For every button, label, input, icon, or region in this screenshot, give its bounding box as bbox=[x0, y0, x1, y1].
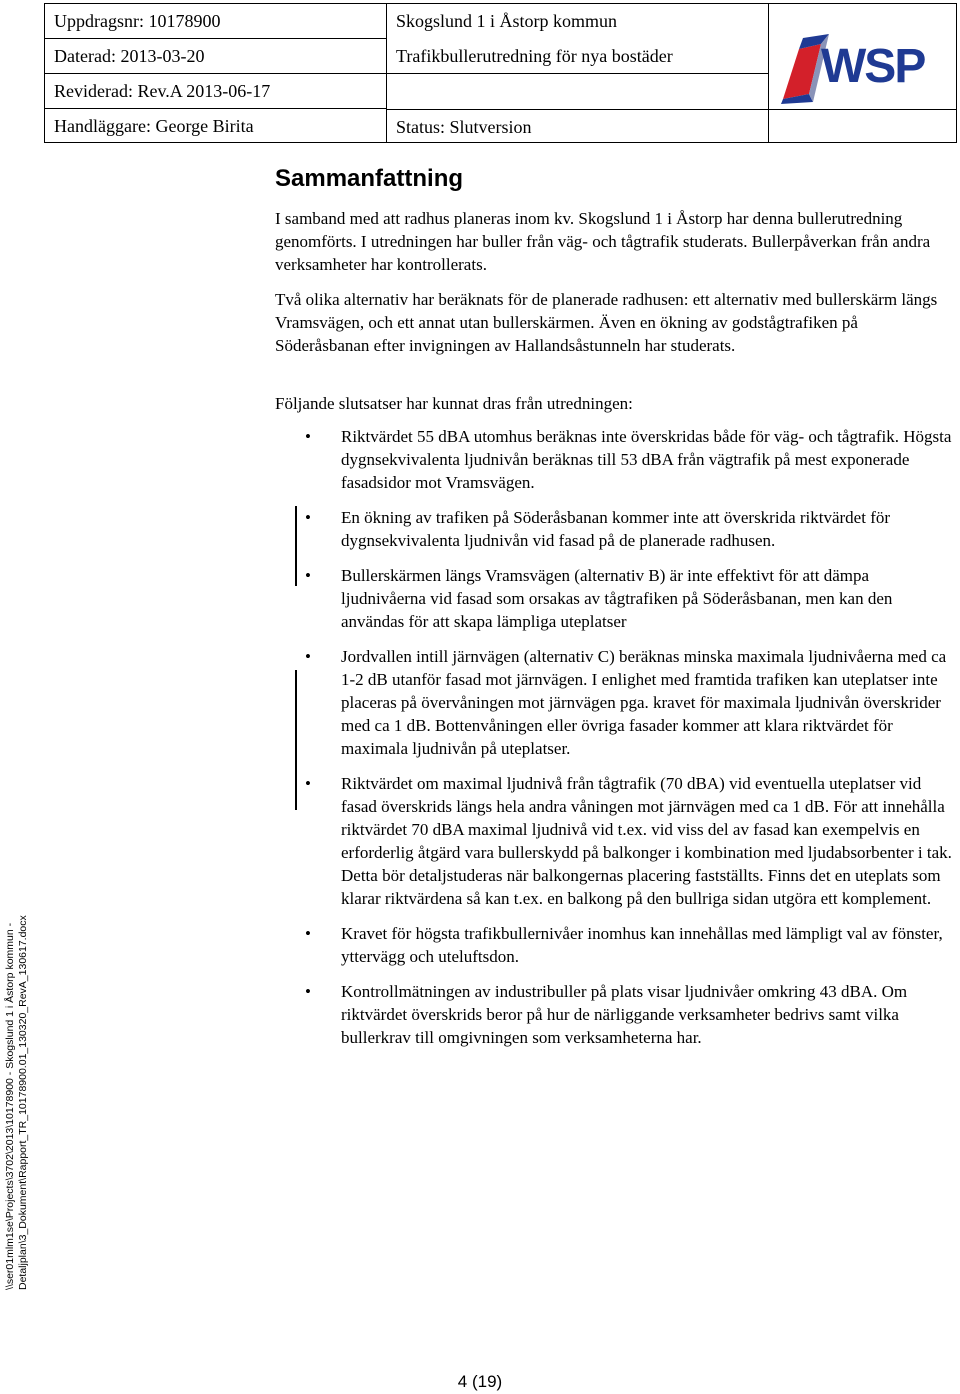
bullet-icon: • bbox=[305, 566, 311, 585]
project-name: Skogslund 1 i Åstorp kommun bbox=[396, 11, 618, 31]
list-item bbox=[305, 980, 953, 1049]
conclusions-list bbox=[305, 425, 953, 1061]
list-item bbox=[305, 645, 953, 760]
document-header bbox=[44, 3, 957, 143]
bullet-icon: • bbox=[305, 647, 311, 666]
revision-bar bbox=[295, 506, 297, 586]
list-item bbox=[305, 772, 953, 910]
page-number: 4 (19) bbox=[457, 1372, 503, 1391]
section-title: Sammanfattning bbox=[275, 165, 464, 192]
bullet-icon: • bbox=[305, 924, 311, 943]
list-item-text: Riktvärdet om maximal ljudnivå från tågtrafik (70 dBA) vid eventuella uteplatser vid fasad överskrids längs hela andra våningen mot järnvägen med ca 1 dB. För att innehålla riktvärdet 70 dBA maximal ljudnivå vid t.ex. vid viss del av fasad kan exempelvis en erforderlig åtgärd vara bullerskydd på balkonger i kombination med ljudabsorbenter i tak. Detta bör detaljstuderas när balkongernas placering fastställts. Finns det en uteplats som klarar riktvärdena så kan t.ex. en balkong på den bullriga sidan utgöra ett komplement. bbox=[341, 774, 952, 908]
list-item-text: Kontrollmätningen av industribuller på plats visar ljudnivåer omkring 43 dBA. Om riktvärdet överskrids beror på hur de närliggande verksamheter bedrivs samt vilka bullerkrav till omgivningen som verksamheterna har. bbox=[341, 982, 908, 1047]
list-item-text: En ökning av trafiken på Söderåsbanan kommer inte att överskrida riktvärdet för dygnsekvivalenta ljudnivån vid fasad på de planerade radhusen. bbox=[341, 508, 891, 550]
list-item-text: Kravet för högsta trafikbullernivåer inomhus kan innehållas med lämpligt val av fönster, yttervägg och uteluftsdon. bbox=[341, 924, 943, 966]
assignment-number: Uppdragsnr: 10178900 bbox=[45, 4, 386, 39]
list-item bbox=[305, 564, 953, 633]
intro-paragraph: I samband med att radhus planeras inom kv. Skogslund 1 i Åstorp har denna bullerutredning genomförts. I utredningen har buller från väg- och tågtrafik studerats. Bullerpåverkan från andra verksamheter har kontrollerats. bbox=[275, 209, 931, 274]
bullet-icon: • bbox=[305, 774, 311, 793]
bullet-icon: • bbox=[305, 982, 311, 1001]
header-middle-column bbox=[387, 4, 769, 142]
handler: Handläggare: George Birita bbox=[54, 116, 254, 136]
header-left-column bbox=[45, 4, 387, 142]
list-item-text: Bullerskärmen längs Vramsvägen (alternativ B) är inte effektivt för att dämpa ljudnivåerna vid fasad som orsakas av tågtrafiken på Söderåsbanan, men kan den användas för att skapa lämpliga uteplatser bbox=[341, 566, 893, 631]
bullet-icon: • bbox=[305, 508, 311, 527]
file-path-sidebar: \\ser01mlm1se\Projects\3702\2013\10178900 - Skogslund 1 i Åstorp kommun - Detaljplan\3_Dokument\Rapport_TR_10178900.01_130320_RevA_130617.docx bbox=[4, 915, 29, 1290]
report-subject: Trafikbullerutredning för nya bostäder bbox=[387, 39, 768, 74]
conclusions-intro: Följande slutsatser har kunnat dras från utredningen: bbox=[275, 394, 633, 413]
list-item bbox=[305, 506, 953, 552]
document-status: Status: Slutversion bbox=[387, 109, 768, 144]
empty-row bbox=[387, 74, 768, 109]
list-item bbox=[305, 922, 953, 968]
header-logo-column bbox=[769, 4, 956, 142]
bullet-icon: • bbox=[305, 427, 311, 446]
revision-bar bbox=[295, 670, 297, 810]
revision: Reviderad: Rev.A 2013-06-17 bbox=[45, 74, 386, 109]
date: Daterad: 2013-03-20 bbox=[45, 39, 386, 74]
alternatives-paragraph: Två olika alternativ har beräknats för de planerade radhusen: ett alternativ med bullerskärm längs Vramsvägen, och ett annat utan bullerskärmen. Även en ökning av godstågtrafiken på Söderåsbanan efter invigningen av Hallandsåstunneln har studerats. bbox=[275, 290, 938, 355]
wsp-logo-icon bbox=[769, 4, 958, 109]
svg-text:WSP: WSP bbox=[821, 40, 925, 93]
wsp-logo bbox=[769, 4, 956, 110]
list-item-text: Jordvallen intill järnvägen (alternativ C) beräknas minska maximala ljudnivåerna med ca 1-2 dB utanför fasad mot järnvägen. I enlighet med framtida trafiken kan uteplatser inte placeras på övervåningen mot järnvägen pga. kravet för maximala ljudnivån överskrider med ca 1 dB. Bottenvåningen eller övriga fasader kommer att klara riktvärdet för maximala ljudnivån på uteplatser. bbox=[341, 647, 947, 758]
list-item-text: Riktvärdet 55 dBA utomhus beräknas inte överskridas både för väg- och tågtrafik. Högsta dygnsekvivalenta ljudnivån beräknas till 53 dBA från vägtrafik på mest exponerade fasadsidor mot Vramsvägen. bbox=[341, 427, 952, 492]
list-item bbox=[305, 425, 953, 494]
